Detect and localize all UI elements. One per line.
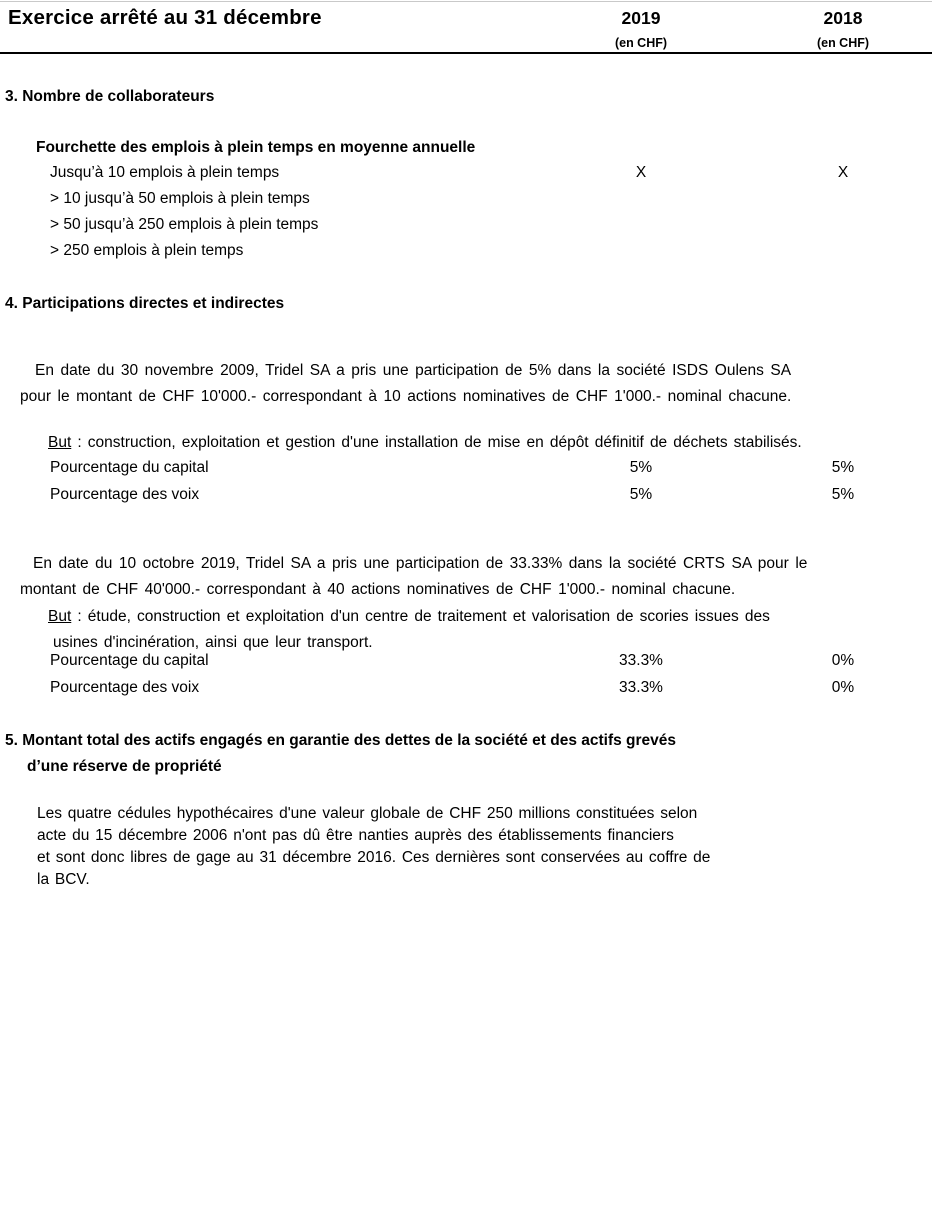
paragraph-line: montant de CHF 40'000.- correspondant à 40 actions nominatives de CHF 1'000.- nominal chacune. xyxy=(20,581,736,598)
row-label: Pourcentage des voix xyxy=(50,679,200,696)
column-header-2018: 2018 xyxy=(823,8,863,28)
but-label: But xyxy=(48,608,72,625)
pledged-assets-paragraph xyxy=(37,803,710,891)
row-label: > 50 jusqu’à 250 emplois à plein temps xyxy=(50,216,319,233)
column-unit-2018: (en CHF) xyxy=(816,36,870,50)
but-text: : construction, exploitation et gestion d'une installation de mise en dépôt définitif de déchets stabilisés. xyxy=(71,434,802,451)
but-line: usines d'incinération, ainsi que leur transport. xyxy=(53,634,373,651)
row-value-2019: 5% xyxy=(629,459,653,476)
participation-paragraph-1 xyxy=(20,358,791,410)
section-4-title: 4. Participations directes et indirectes xyxy=(5,295,285,312)
column-unit-2019: (en CHF) xyxy=(614,36,668,50)
table-row xyxy=(0,162,952,184)
but-label: But xyxy=(48,434,72,451)
row-value-2019: 33.3% xyxy=(619,679,663,696)
table-row xyxy=(0,457,952,479)
row-value-2018: 0% xyxy=(831,652,855,669)
section-5-title-line: 5. Montant total des actifs engagés en garantie des dettes de la société et des actifs grevés xyxy=(5,732,677,749)
row-value-2018: X xyxy=(837,164,849,181)
section-3-title: 3. Nombre de collaborateurs xyxy=(5,88,215,105)
paragraph-line: la BCV. xyxy=(37,871,90,888)
paragraph-line: pour le montant de CHF 10'000.- correspondant à 10 actions nominatives de CHF 1'000.- nominal chacune. xyxy=(20,388,792,405)
row-value-2019: 5% xyxy=(629,486,653,503)
row-label: Pourcentage du capital xyxy=(50,459,209,476)
top-edge-line xyxy=(0,1,932,2)
but-line xyxy=(48,604,770,630)
table-row xyxy=(0,484,952,506)
but-text: : étude, construction et exploitation d'un centre de traitement et valorisation de scories issues des xyxy=(71,608,770,625)
but-statement-2 xyxy=(48,604,770,656)
paragraph-line: acte du 15 décembre 2006 n'ont pas dû être nanties auprès des établissements financiers xyxy=(37,827,674,844)
paragraph-line: et sont donc libres de gage au 31 décembre 2016. Ces dernières sont conservées au coffre de xyxy=(37,849,711,866)
column-header-2019: 2019 xyxy=(621,8,661,28)
but-statement-1 xyxy=(48,430,802,456)
paragraph-line: En date du 10 octobre 2019, Tridel SA a pris une participation de 33.33% dans la société CRTS SA pour le xyxy=(33,555,808,572)
page-title: Exercice arrêté au 31 décembre xyxy=(8,6,322,29)
table-row xyxy=(0,677,952,699)
paragraph-line: Les quatre cédules hypothécaires d'une valeur globale de CHF 250 millions constituées selon xyxy=(37,805,698,822)
section-3-subtitle: Fourchette des emplois à plein temps en moyenne annuelle xyxy=(36,139,476,156)
section-5-title xyxy=(5,728,676,779)
row-value-2018: 0% xyxy=(831,679,855,696)
paragraph-line: En date du 30 novembre 2009, Tridel SA a pris une participation de 5% dans la société ISDS Oulens SA xyxy=(35,362,792,379)
row-value-2018: 5% xyxy=(831,459,855,476)
row-value-2018: 5% xyxy=(831,486,855,503)
row-label: > 250 emplois à plein temps xyxy=(50,242,244,259)
row-label: Jusqu’à 10 emplois à plein temps xyxy=(50,164,280,181)
but-line xyxy=(48,430,802,456)
table-row xyxy=(0,188,952,210)
row-value-2019: X xyxy=(635,164,647,181)
row-label: Pourcentage des voix xyxy=(50,486,200,503)
section-5-title-line: d’une réserve de propriété xyxy=(27,757,222,775)
row-value-2019: 33.3% xyxy=(619,652,663,669)
table-row xyxy=(0,240,952,262)
table-row xyxy=(0,214,952,236)
participation-paragraph-2 xyxy=(20,551,807,603)
header-rule xyxy=(0,52,932,54)
table-row xyxy=(0,650,952,672)
row-label: Pourcentage du capital xyxy=(50,652,209,669)
row-label: > 10 jusqu’à 50 emplois à plein temps xyxy=(50,190,310,207)
